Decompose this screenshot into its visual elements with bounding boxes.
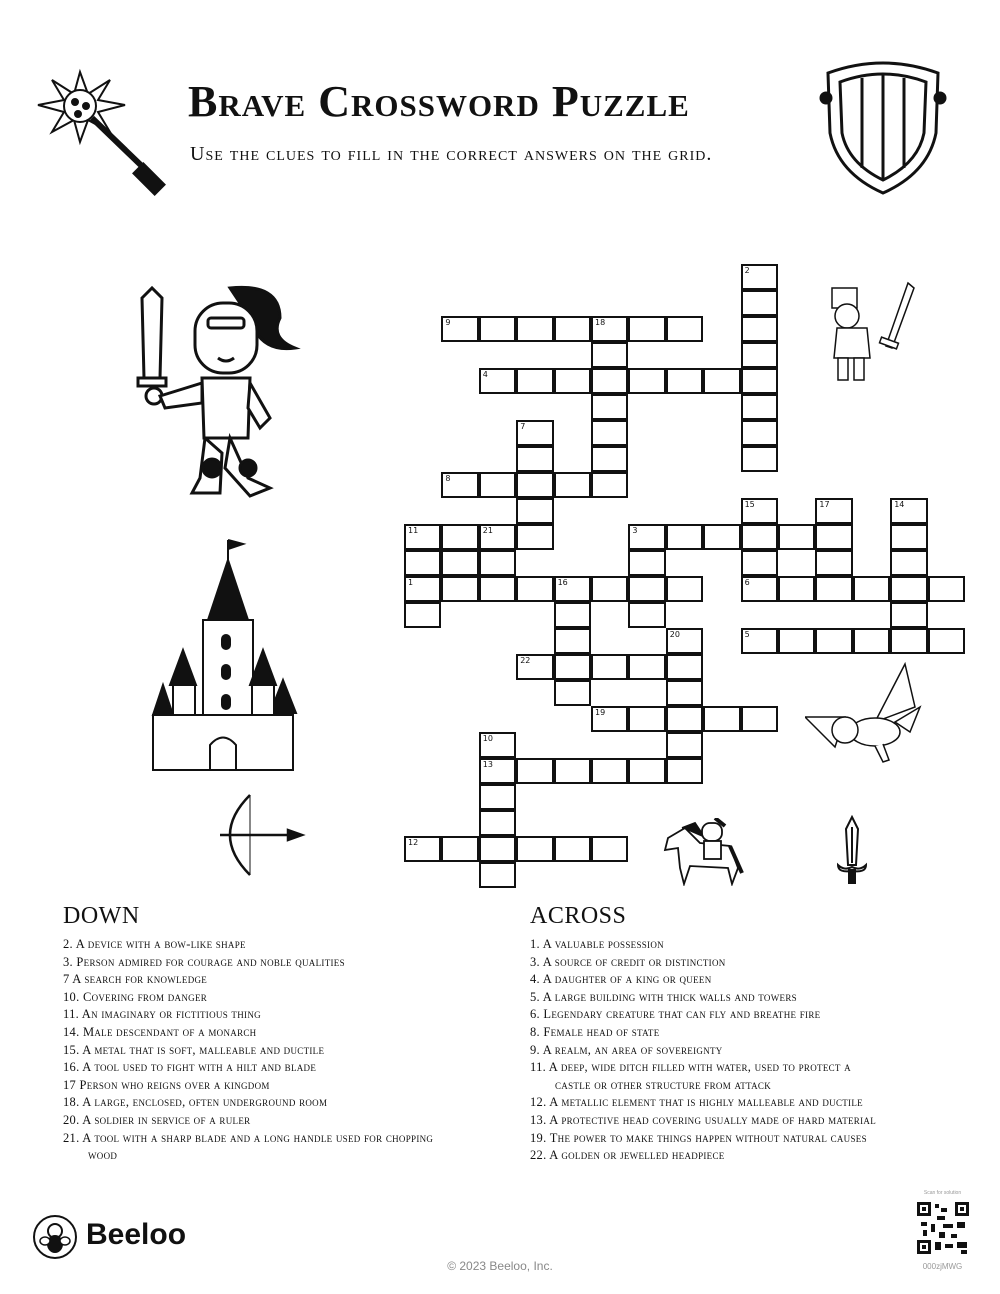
grid-cell[interactable] (516, 420, 553, 446)
grid-cell[interactable] (741, 550, 778, 576)
across-clues-section (530, 903, 970, 1165)
grid-cell[interactable] (741, 290, 778, 316)
grid-cell[interactable] (628, 654, 665, 680)
clue-number: 16 (557, 578, 568, 587)
down-heading: DOWN (63, 903, 140, 929)
grid-cell[interactable] (591, 654, 628, 680)
grid-cell[interactable] (441, 550, 478, 576)
grid-cell[interactable] (554, 316, 591, 342)
grid-cell[interactable] (666, 576, 703, 602)
clue-number: 3 (632, 526, 638, 535)
grid-cell[interactable] (666, 680, 703, 706)
grid-cell[interactable] (591, 342, 628, 368)
grid-cell[interactable] (591, 420, 628, 446)
clue-item: 7 A search for knowledge (63, 972, 208, 987)
grid-cell[interactable] (591, 316, 628, 342)
grid-cell[interactable] (441, 472, 478, 498)
grid-cell[interactable] (591, 472, 628, 498)
grid-cell[interactable] (666, 732, 703, 758)
clue-number: 10 (482, 734, 493, 743)
grid-cell[interactable] (628, 368, 665, 394)
grid-cell[interactable] (853, 628, 890, 654)
grid-cell[interactable] (815, 550, 852, 576)
clue-number: 14 (894, 500, 905, 509)
clue-number: 15 (744, 500, 755, 509)
grid-cell[interactable] (741, 394, 778, 420)
clue-item: 6. Legendary creature that can fly and breathe fire (530, 1007, 821, 1022)
grid-cell[interactable] (479, 810, 516, 836)
grid-cell[interactable] (628, 524, 665, 550)
grid-cell[interactable] (591, 836, 628, 862)
grid-cell[interactable] (628, 316, 665, 342)
grid-cell[interactable] (404, 602, 441, 628)
grid-cell[interactable] (778, 524, 815, 550)
grid-cell[interactable] (741, 368, 778, 394)
grid-cell[interactable] (404, 576, 441, 602)
down-clue-list (63, 936, 503, 1165)
grid-cell[interactable] (554, 472, 591, 498)
grid-cell[interactable] (666, 654, 703, 680)
grid-cell[interactable] (479, 524, 516, 550)
grid-cell[interactable] (479, 472, 516, 498)
grid-cell[interactable] (516, 576, 553, 602)
across-clue-list (530, 936, 970, 1165)
grid-cell[interactable] (778, 628, 815, 654)
clue-number: 1 (408, 578, 414, 587)
grid-cell[interactable] (778, 576, 815, 602)
instructions: Use the clues to fill in the correct answers on the grid. (190, 143, 713, 165)
clue-item: 5. A large building with thick walls and towers (530, 989, 797, 1004)
grid-cell[interactable] (441, 836, 478, 862)
grid-cell[interactable] (928, 628, 965, 654)
grid-cell[interactable] (741, 446, 778, 472)
clue-item: 19. The power to make things happen without natural causes (530, 1130, 867, 1145)
clue-item: 1. A valuable possession (530, 937, 664, 951)
clue-item: 9. A realm, an area of sovereignty (530, 1042, 723, 1057)
grid-cell[interactable] (554, 836, 591, 862)
clue-number: 7 (520, 422, 526, 431)
grid-cell[interactable] (890, 628, 927, 654)
puzzle-code: 000zjMWG (922, 1262, 963, 1271)
grid-cell[interactable] (666, 706, 703, 732)
clue-item: 3. A source of credit or distinction (530, 954, 726, 969)
grid-cell[interactable] (741, 706, 778, 732)
grid-cell[interactable] (404, 550, 441, 576)
qr-code[interactable] (917, 1202, 969, 1254)
grid-cell[interactable] (554, 368, 591, 394)
grid-cell[interactable] (516, 654, 553, 680)
copyright: © 2023 Beeloo, Inc. (447, 1259, 553, 1273)
clue-number: 11 (408, 526, 419, 535)
clue-item: 16. A tool used to fight with a hilt and blade (63, 1060, 317, 1075)
clue-item: 15. A metal that is soft, malleable and ductile (63, 1042, 325, 1057)
grid-cell[interactable] (815, 576, 852, 602)
grid-cell[interactable] (591, 394, 628, 420)
grid-cell[interactable] (554, 602, 591, 628)
grid-cell[interactable] (628, 576, 665, 602)
clue-item: 14. Male descendant of a monarch (63, 1024, 257, 1039)
grid-cell[interactable] (666, 316, 703, 342)
clue-item: 11. An imaginary or fictitious thing (63, 1007, 261, 1022)
grid-cell[interactable] (479, 368, 516, 394)
clue-item: 12. A metallic element that is highly malleable and ductile (530, 1095, 863, 1110)
clue-item: 21. A tool with a sharp blade and a long handle used for chopping (63, 1130, 434, 1145)
grid-cell[interactable] (479, 576, 516, 602)
grid-cell[interactable] (479, 732, 516, 758)
grid-cell[interactable] (928, 576, 965, 602)
grid-cell[interactable] (741, 576, 778, 602)
grid-cell[interactable] (516, 524, 553, 550)
clue-item: 11. A deep, wide ditch filled with water, used to protect a (530, 1060, 851, 1075)
grid-cell[interactable] (404, 836, 441, 862)
grid-cell[interactable] (479, 862, 516, 888)
grid-cell[interactable] (479, 758, 516, 784)
grid-cell[interactable] (703, 524, 740, 550)
grid-cell[interactable] (666, 368, 703, 394)
clue-number: 9 (445, 318, 451, 327)
grid-cell[interactable] (479, 784, 516, 810)
grid-cell[interactable] (554, 576, 591, 602)
grid-cell[interactable] (591, 706, 628, 732)
grid-cell[interactable] (628, 550, 665, 576)
clue-item: 2. A device with a bow-like shape (63, 937, 246, 951)
clue-number: 22 (520, 656, 531, 665)
grid-cell[interactable] (516, 368, 553, 394)
grid-cell[interactable] (890, 550, 927, 576)
grid-cell[interactable] (516, 836, 553, 862)
clue-item: 3. Person admired for courage and noble qualities (63, 954, 345, 969)
grid-cell[interactable] (591, 446, 628, 472)
grid-cell[interactable] (741, 264, 778, 290)
clue-continuation: castle or other structure from attack (555, 1077, 772, 1092)
grid-cell[interactable] (741, 628, 778, 654)
clue-item: 20. A soldier in service of a ruler (63, 1112, 251, 1127)
grid-cell[interactable] (628, 706, 665, 732)
grid-cell[interactable] (516, 498, 553, 524)
clue-number: 8 (445, 474, 451, 483)
knight-illustration (130, 278, 310, 513)
grid-cell[interactable] (441, 524, 478, 550)
crossword-grid (405, 265, 967, 891)
grid-cell[interactable] (591, 758, 628, 784)
grid-cell[interactable] (441, 316, 478, 342)
grid-cell[interactable] (741, 498, 778, 524)
across-heading: ACROSS (530, 903, 627, 929)
grid-cell[interactable] (554, 758, 591, 784)
grid-cell[interactable] (853, 576, 890, 602)
shield-icon (818, 58, 948, 198)
clue-number: 19 (595, 708, 606, 717)
grid-cell[interactable] (666, 628, 703, 654)
clue-item: 13. A protective head covering usually made of hard material (530, 1112, 876, 1127)
clue-item: 22. A golden or jewelled headpiece (530, 1148, 725, 1163)
grid-cell[interactable] (628, 758, 665, 784)
grid-cell[interactable] (628, 602, 665, 628)
grid-cell[interactable] (554, 628, 591, 654)
clue-number: 21 (482, 526, 493, 535)
grid-cell[interactable] (516, 472, 553, 498)
grid-cell[interactable] (479, 836, 516, 862)
grid-cell[interactable] (741, 420, 778, 446)
clue-number: 2 (744, 266, 750, 275)
grid-cell[interactable] (554, 680, 591, 706)
grid-cell[interactable] (591, 368, 628, 394)
grid-cell[interactable] (703, 706, 740, 732)
clue-number: 18 (595, 318, 606, 327)
clue-number: 12 (408, 838, 419, 847)
brand-name: Beeloo (86, 1218, 187, 1251)
grid-cell[interactable] (441, 576, 478, 602)
grid-cell[interactable] (703, 368, 740, 394)
grid-cell[interactable] (890, 602, 927, 628)
clue-item: 10. Covering from danger (63, 989, 208, 1004)
clue-number: 17 (819, 500, 830, 509)
grid-cell[interactable] (815, 498, 852, 524)
bow-arrow-icon (210, 790, 310, 880)
clue-number: 6 (744, 578, 750, 587)
grid-cell[interactable] (479, 550, 516, 576)
grid-cell[interactable] (404, 524, 441, 550)
grid-cell[interactable] (516, 316, 553, 342)
grid-cell[interactable] (890, 498, 927, 524)
castle-illustration (148, 535, 298, 775)
clue-number: 13 (482, 760, 493, 769)
page-title: Brave Crossword Puzzle (188, 77, 690, 126)
grid-cell[interactable] (666, 758, 703, 784)
clue-continuation: wood (88, 1148, 118, 1163)
scan-label: Scan for solution (923, 1190, 962, 1196)
grid-cell[interactable] (516, 758, 553, 784)
clue-item: 17 Person who reigns over a kingdom (63, 1077, 270, 1092)
clue-number: 20 (669, 630, 680, 639)
grid-cell[interactable] (815, 524, 852, 550)
mace-icon (30, 60, 190, 200)
grid-cell[interactable] (890, 576, 927, 602)
grid-cell[interactable] (479, 316, 516, 342)
beeloo-logo-icon (32, 1214, 78, 1260)
down-clues-section (63, 903, 503, 1165)
clue-number: 5 (744, 630, 750, 639)
grid-cell[interactable] (890, 524, 927, 550)
clue-item: 8. Female head of state (530, 1024, 660, 1039)
grid-cell[interactable] (741, 524, 778, 550)
grid-cell[interactable] (666, 524, 703, 550)
grid-cell[interactable] (516, 446, 553, 472)
clue-item: 18. A large, enclosed, often underground room (63, 1095, 328, 1110)
grid-cell[interactable] (741, 316, 778, 342)
grid-cell[interactable] (591, 576, 628, 602)
grid-cell[interactable] (554, 654, 591, 680)
clue-number: 4 (482, 370, 488, 379)
grid-cell[interactable] (815, 628, 852, 654)
clue-item: 4. A daughter of a king or queen (530, 972, 712, 987)
grid-cell[interactable] (741, 342, 778, 368)
